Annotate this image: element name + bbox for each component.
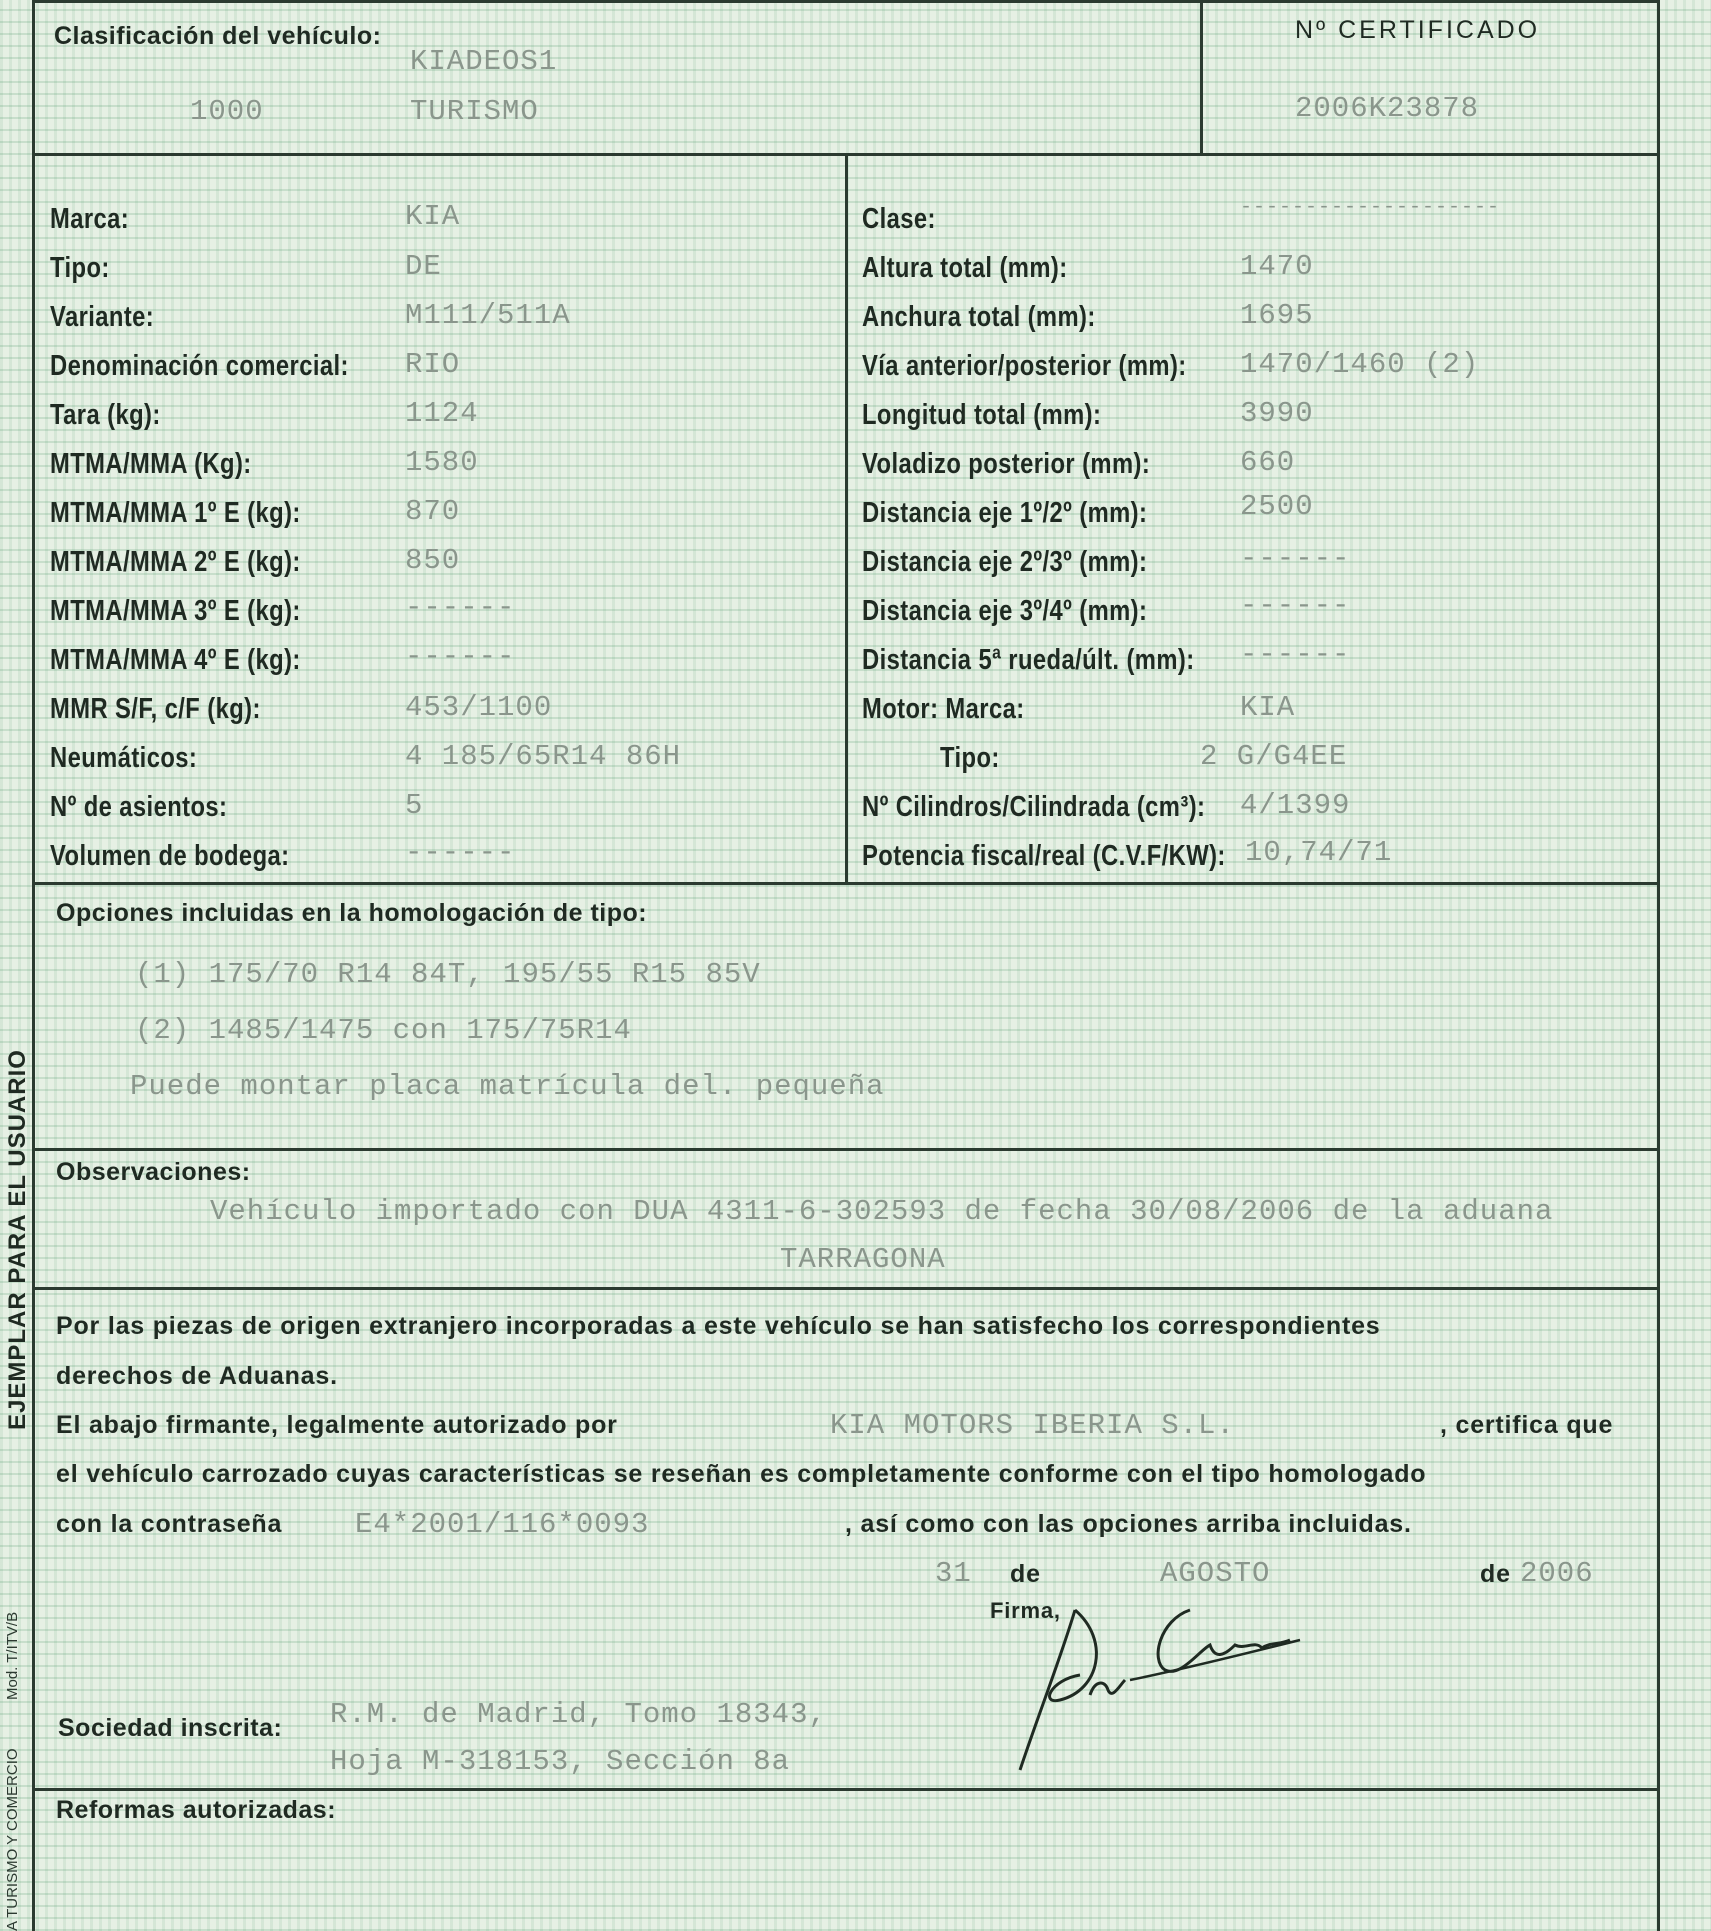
- field-label: Tara (kg):: [50, 399, 161, 431]
- field-value: 1695: [1240, 299, 1314, 332]
- field-value: 2500: [1240, 490, 1314, 523]
- ministry-label: A TURISMO Y COMERCIO: [4, 1748, 21, 1931]
- society-line: R.M. de Madrid, Tomo 18343,: [330, 1698, 827, 1731]
- field-value: 870: [405, 495, 461, 528]
- user-copy-label: EJEMPLAR PARA EL USUARIO: [4, 1049, 31, 1430]
- signature-label: Firma,: [990, 1598, 1061, 1623]
- field-value: 3990: [1240, 397, 1314, 430]
- signature-image: [1000, 1600, 1320, 1780]
- rule-observations: [32, 1287, 1660, 1290]
- field-label: Longitud total (mm):: [862, 399, 1102, 431]
- field-value: ------: [405, 591, 516, 624]
- field-value: DE: [405, 250, 442, 283]
- field-value: ------: [1240, 542, 1351, 575]
- observations-label: Observaciones:: [56, 1158, 251, 1186]
- society-line: Hoja M-318153, Sección 8a: [330, 1745, 791, 1778]
- observations-line: Vehículo importado con DUA 4311-6-302593 de fecha 30/08/2006 de la aduana: [210, 1195, 1554, 1228]
- field-label: Marca:: [50, 203, 130, 235]
- declaration-line: Por las piezas de origen extranjero incorporadas a este vehículo se han satisfecho los correspondientes: [56, 1312, 1381, 1340]
- field-value: 1470: [1240, 250, 1314, 283]
- declaration-line: con la contraseña: [56, 1510, 283, 1538]
- field-label: MTMA/MMA (Kg):: [50, 448, 252, 480]
- category-code: 1000: [190, 95, 264, 128]
- field-label: Motor: Marca:: [862, 693, 1025, 725]
- options-label: Opciones incluidas en la homologación de tipo:: [56, 899, 648, 927]
- field-value: ------: [1240, 589, 1351, 622]
- declaration-line: el vehículo carrozado cuyas características se reseñan es completamente conforme con el tipo homologado: [56, 1460, 1427, 1488]
- field-label: Distancia 5ª rueda/últ. (mm):: [862, 644, 1195, 676]
- option-line: Puede montar placa matrícula del. pequeña: [130, 1070, 885, 1103]
- field-value: --------------------: [1240, 196, 1501, 219]
- rule-fields: [32, 882, 1660, 885]
- field-label: MTMA/MMA 4º E (kg):: [50, 644, 301, 676]
- reforms-label: Reformas autorizadas:: [56, 1796, 337, 1824]
- field-label: Distancia eje 3º/4º (mm):: [862, 595, 1148, 627]
- classification-label: Clasificación del vehículo:: [54, 22, 382, 50]
- field-label: Nº Cilindros/Cilindrada (cm³):: [862, 791, 1206, 823]
- field-value: 1580: [405, 446, 479, 479]
- certificate-label: Nº CERTIFICADO: [1295, 16, 1541, 44]
- rule-options: [32, 1148, 1660, 1151]
- field-value: 5: [405, 789, 424, 822]
- field-value: KIA: [405, 200, 461, 233]
- field-label: Distancia eje 2º/3º (mm):: [862, 546, 1148, 578]
- password-value: E4*2001/116*0093: [355, 1508, 650, 1541]
- field-value: ------: [1240, 638, 1351, 671]
- field-value: 4/1399: [1240, 789, 1351, 822]
- field-value: M111/511A: [405, 299, 571, 332]
- declaration-line: , así como con las opciones arriba incluidas.: [845, 1510, 1412, 1538]
- field-value: 2 G/G4EE: [1200, 740, 1348, 773]
- rule-top: [32, 0, 1660, 3]
- field-label: MMR S/F, c/F (kg):: [50, 693, 261, 725]
- date-month: AGOSTO: [1160, 1557, 1271, 1590]
- field-value: KIA: [1240, 691, 1296, 724]
- field-label: Anchura total (mm):: [862, 301, 1096, 333]
- option-line: (1) 175/70 R14 84T, 195/55 R15 85V: [135, 958, 761, 991]
- declaration-line: , certifica que: [1440, 1411, 1614, 1439]
- category-value: TURISMO: [410, 95, 539, 128]
- field-value: ------: [405, 836, 516, 869]
- rule-society: [32, 1788, 1660, 1791]
- authorizer-value: KIA MOTORS IBERIA S.L.: [830, 1409, 1235, 1442]
- field-value: 453/1100: [405, 691, 553, 724]
- date-de: de: [1480, 1560, 1511, 1588]
- field-value: 660: [1240, 446, 1296, 479]
- field-value: ------: [405, 640, 516, 673]
- field-label: Potencia fiscal/real (C.V.F/KW):: [862, 840, 1226, 872]
- society-label: Sociedad inscrita:: [58, 1714, 283, 1742]
- field-label: Nº de asientos:: [50, 791, 228, 823]
- field-value: RIO: [405, 348, 461, 381]
- rule-fields-divider: [845, 153, 848, 882]
- field-label: Tipo:: [50, 252, 110, 284]
- field-label: Neumáticos:: [50, 742, 198, 774]
- field-label: Variante:: [50, 301, 155, 333]
- field-label: Tipo:: [940, 742, 1000, 774]
- field-label: MTMA/MMA 2º E (kg):: [50, 546, 301, 578]
- field-label: Distancia eje 1º/2º (mm):: [862, 497, 1148, 529]
- rule-header-divider: [1200, 0, 1203, 153]
- field-label: MTMA/MMA 3º E (kg):: [50, 595, 301, 627]
- model-code: Mod. T/ITV/B: [4, 1611, 21, 1700]
- field-label: Vía anterior/posterior (mm):: [862, 350, 1187, 382]
- field-label: Denominación comercial:: [50, 350, 349, 382]
- field-value: 1470/1460 (2): [1240, 348, 1480, 381]
- classification-code: KIADEOS1: [410, 45, 558, 78]
- date-day: 31: [935, 1557, 972, 1590]
- field-label: Voladizo posterior (mm):: [862, 448, 1151, 480]
- option-line: (2) 1485/1475 con 175/75R14: [135, 1014, 632, 1047]
- field-value: 1124: [405, 397, 479, 430]
- field-label: Volumen de bodega:: [50, 840, 290, 872]
- field-value: 850: [405, 544, 461, 577]
- declaration-line: El abajo firmante, legalmente autorizado por: [56, 1411, 618, 1439]
- date-de: de: [1010, 1560, 1041, 1588]
- field-label: Altura total (mm):: [862, 252, 1068, 284]
- field-value: 10,74/71: [1245, 836, 1393, 869]
- field-label: Clase:: [862, 203, 936, 235]
- date-year: 2006: [1520, 1557, 1594, 1590]
- certificate-number: 2006K23878: [1295, 92, 1480, 125]
- declaration-line: derechos de Aduanas.: [56, 1362, 338, 1390]
- observations-line: TARRAGONA: [780, 1243, 946, 1276]
- field-label: MTMA/MMA 1º E (kg):: [50, 497, 301, 529]
- field-value: 4 185/65R14 86H: [405, 740, 682, 773]
